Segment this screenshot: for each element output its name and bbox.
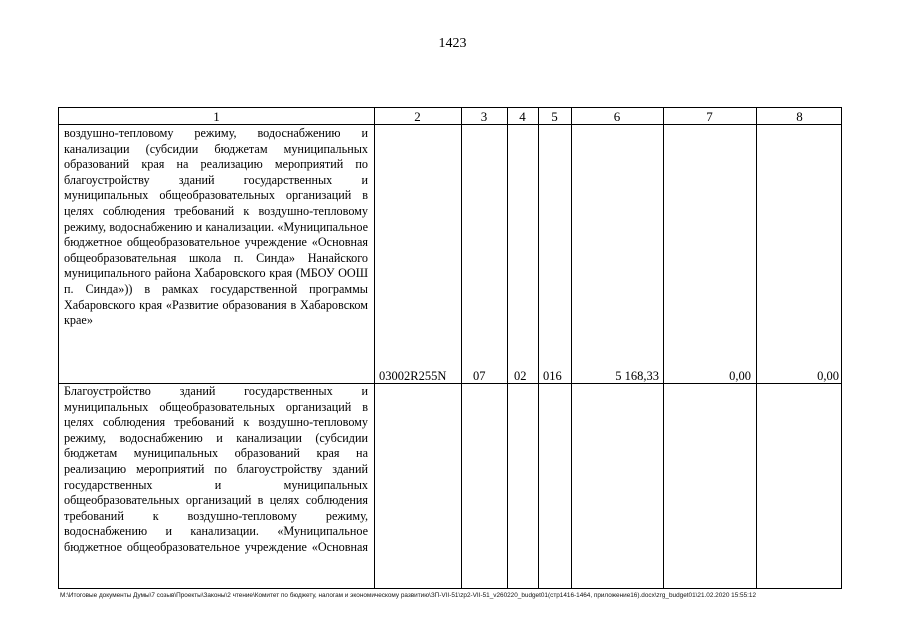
column-divider (571, 108, 572, 588)
header-col-6: 6 (613, 109, 621, 124)
column-divider (756, 108, 757, 588)
header-col-3: 3 (480, 109, 488, 124)
header-col-7: 7 (706, 109, 713, 124)
row2-description: Благоустройство зданий государственных и муниципальных общеобразовательных организаций в целях соблюдения требований к воздушно-тепловому режиму, водоснабжению и канализации (субсидии бюджетам муниципальных образований края на реализацию мероприятий по благоустройству зданий государственных и муниципальных общеобразовательных организаций в целях соблюдения требований к воздушно-тепловому режиму, водоснабжению и канализации. «Муниципальное бюджетное общеобразовательное учреждение «Основная (64, 384, 368, 554)
row1-amount-col7: 0,00 (729, 369, 751, 383)
row1-amount-col8: 0,00 (817, 369, 839, 383)
row1-subsection: 02 (514, 369, 527, 383)
header-col-8: 8 (796, 109, 803, 124)
budget-table (58, 107, 842, 589)
column-divider (538, 108, 539, 588)
header-col-1: 1 (213, 109, 220, 124)
column-divider (663, 108, 664, 588)
header-col-4: 4 (519, 109, 526, 124)
row1-section: 07 (473, 369, 486, 383)
header-divider (59, 124, 841, 125)
row1-code: 03002R255N (379, 369, 447, 383)
column-divider (461, 108, 462, 588)
page-number: 1423 (438, 36, 467, 51)
header-col-5: 5 (551, 109, 558, 124)
row1-type: 016 (543, 369, 562, 383)
row1-description: воздушно-тепловому режиму, водоснабжению и канализации (субсидии бюджетам муниципальных образований края на реализацию мероприятий по благоустройству зданий государственных и муниципальных общеобразовательных организаций в целях соблюдения требований к воздушно-тепловому режиму, водоснабжению и канализации. «Муниципальное бюджетное общеобразовательное учреждение «Основная общеобразовательная школа п. Синда» Нанайского муниципального района Хабаровского края (МБОУ ООШ п. Синда»)) в рамках государственной программы Хабаровского края «Развитие образования в Хабаровском крае» (64, 126, 368, 328)
column-divider (374, 108, 375, 588)
column-divider (507, 108, 508, 588)
file-path-footer: М:\Итоговые документы Думы\7 созыв\Проекты\Законы\2 чтение\Комитет по бюджету, налогам и экономическому развитию\ЗП-VII-51\zp2-VII-51_v260220_budget01(стр1416-1464, приложение16).docx\zrg_budget01\21.02.2020 15:55:12 (60, 592, 757, 599)
row1-amount-col6: 5 168,33 (615, 369, 659, 383)
header-col-2: 2 (414, 109, 421, 124)
